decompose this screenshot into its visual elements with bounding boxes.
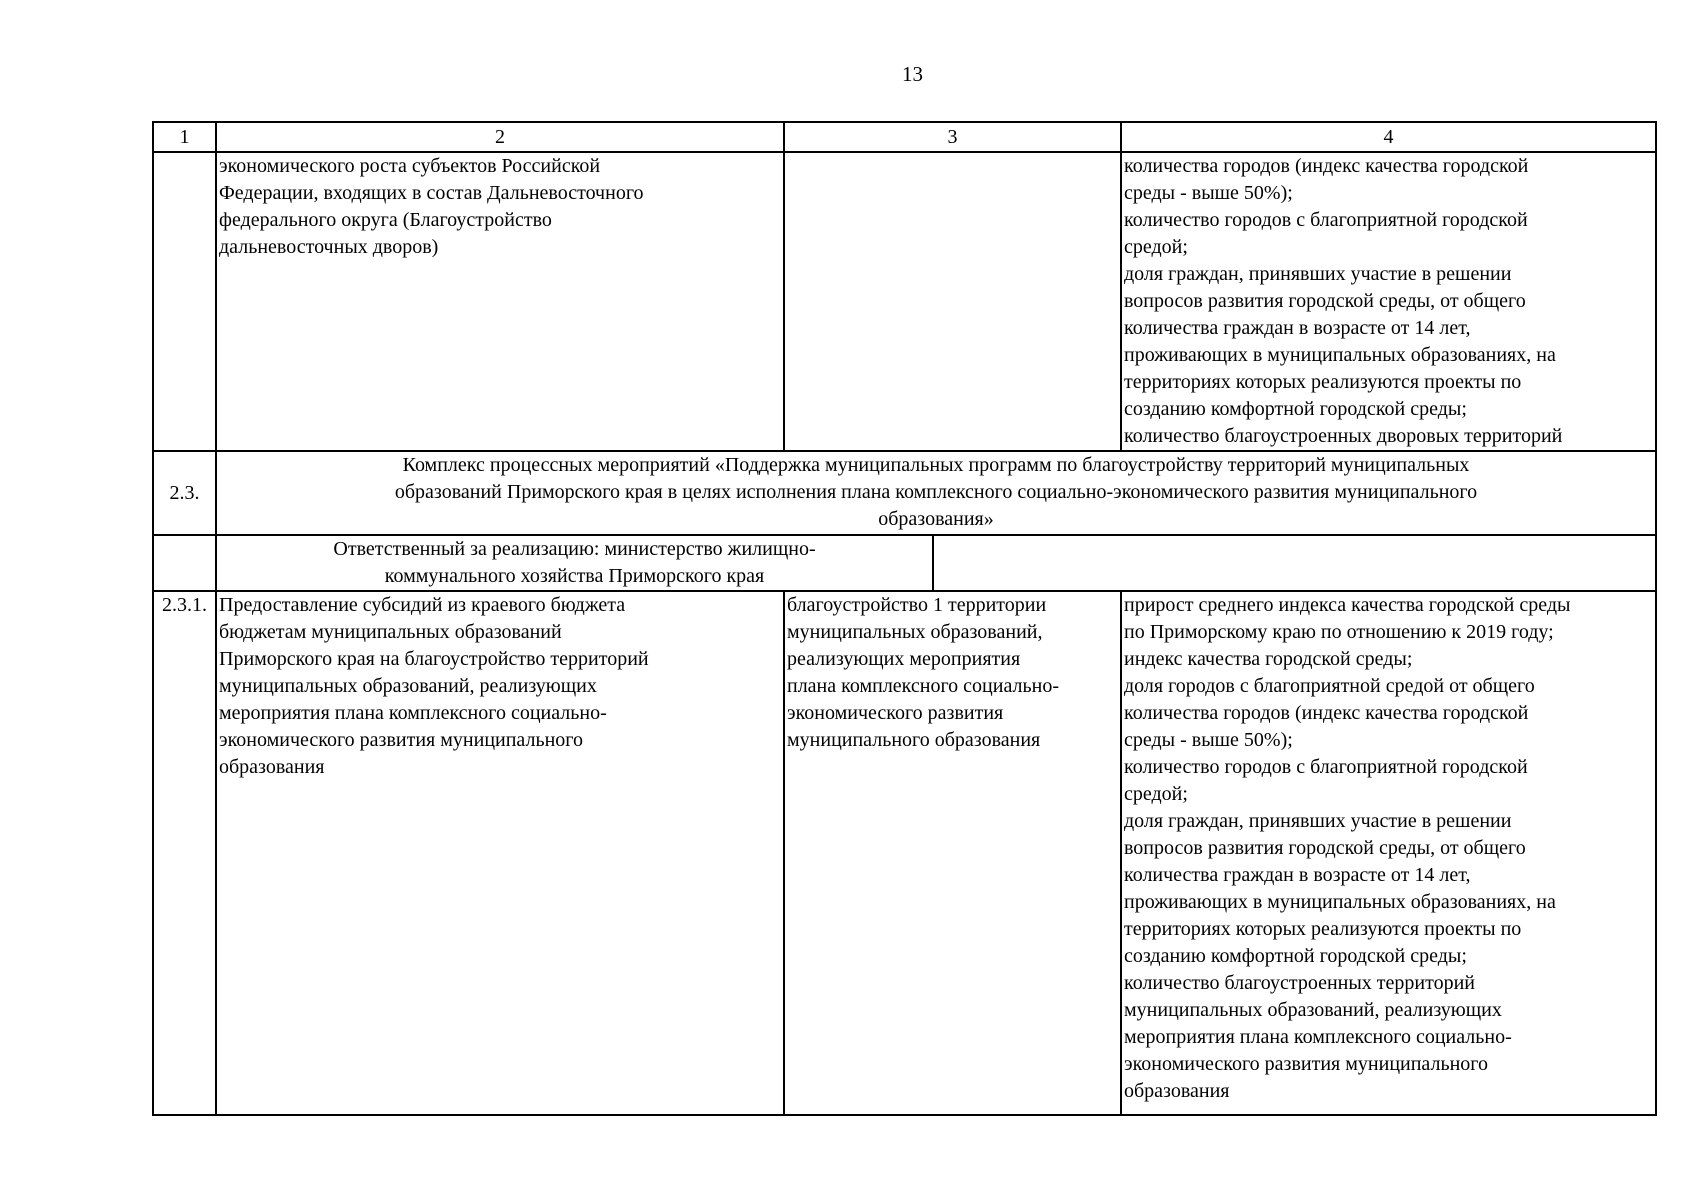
text-line: проживающих в муниципальных образованиях, на bbox=[1124, 891, 1556, 913]
page-number: 13 bbox=[902, 62, 923, 86]
text-line: благоустройство 1 территории bbox=[787, 594, 1047, 616]
item-result-cell bbox=[784, 591, 1121, 1115]
text-line: количество городов с благоприятной городской bbox=[1124, 756, 1528, 778]
text-line: экономического роста субъектов Российской bbox=[219, 155, 601, 177]
section-row bbox=[153, 451, 1656, 535]
text-line: количество городов с благоприятной городской bbox=[1124, 209, 1528, 231]
text-line: количество благоустроенных дворовых территорий bbox=[1124, 425, 1563, 447]
item-row bbox=[153, 591, 1656, 1115]
responsible-empty-cell bbox=[934, 536, 1655, 590]
text-line: количества граждан в возрасте от 14 лет, bbox=[1124, 317, 1471, 339]
text-line: территориях которых реализуются проекты по bbox=[1124, 371, 1522, 393]
text-line: федерального округа (Благоустройство bbox=[219, 209, 552, 231]
responsible-row bbox=[153, 535, 1656, 591]
text-line: созданию комфортной городской среды; bbox=[1124, 398, 1467, 420]
text-line: экономического развития муниципального bbox=[219, 729, 583, 751]
text-line: количество благоустроенных территорий bbox=[1124, 972, 1475, 994]
text-line: среды - выше 50%); bbox=[1124, 182, 1293, 204]
text-line: коммунального хозяйства Приморского края bbox=[384, 565, 765, 587]
text-line: Комплекс процессных мероприятий «Поддержка муниципальных программ по благоустройству территорий муниципальных bbox=[402, 454, 1470, 476]
text-line: Приморского края на благоустройство территорий bbox=[219, 648, 649, 670]
responsible-cell bbox=[216, 535, 1656, 591]
text-line: доля граждан, принявших участие в решении bbox=[1124, 263, 1512, 285]
text-line: вопросов развития городской среды, от общего bbox=[1124, 290, 1526, 312]
text-line: бюджетам муниципальных образований bbox=[219, 621, 562, 643]
text-line: созданию комфортной городской среды; bbox=[1124, 945, 1467, 967]
text-line: средой; bbox=[1124, 236, 1188, 258]
continuation-indicators-cell bbox=[1121, 152, 1656, 451]
responsible-text bbox=[217, 536, 934, 590]
text-line: плана комплексного социально- bbox=[787, 675, 1059, 697]
text-line: среды - выше 50%); bbox=[1124, 729, 1293, 751]
section-title bbox=[216, 451, 1656, 535]
section-number: 2.3. bbox=[153, 451, 216, 535]
text-line: муниципальных образований, реализующих bbox=[219, 675, 597, 697]
document-table bbox=[152, 121, 1657, 1116]
text-line: мероприятия плана комплексного социально- bbox=[219, 702, 607, 724]
text-line: проживающих в муниципальных образованиях, на bbox=[1124, 344, 1556, 366]
table-header-row bbox=[153, 122, 1656, 152]
text-line: доля граждан, принявших участие в решении bbox=[1124, 810, 1512, 832]
text-line: доля городов с благоприятной средой от общего bbox=[1124, 675, 1535, 697]
text-line: средой; bbox=[1124, 783, 1188, 805]
text-line: муниципальных образований, bbox=[787, 621, 1043, 643]
text-line: прирост среднего индекса качества городской среды bbox=[1124, 594, 1571, 616]
text-line: количества граждан в возрасте от 14 лет, bbox=[1124, 864, 1471, 886]
text-line: Ответственный за реализацию: министерство жилищно- bbox=[333, 538, 816, 560]
continuation-description-cell bbox=[216, 152, 784, 451]
item-number: 2.3.1. bbox=[153, 591, 216, 1115]
text-line: количества городов (индекс качества городской bbox=[1124, 702, 1529, 724]
text-line: индекс качества городской среды; bbox=[1124, 648, 1413, 670]
header-cell-4: 4 bbox=[1121, 122, 1656, 152]
item-indicators-cell bbox=[1121, 591, 1656, 1115]
text-line: образования» bbox=[878, 508, 994, 530]
text-line: экономического развития bbox=[787, 702, 1004, 724]
text-line: количества городов (индекс качества городской bbox=[1124, 155, 1529, 177]
text-line: образований Приморского края в целях исполнения плана комплексного социально-экономического развития муниципального bbox=[394, 481, 1478, 503]
text-line: Предоставление субсидий из краевого бюджета bbox=[219, 594, 626, 616]
text-line: Федерации, входящих в состав Дальневосточного bbox=[219, 182, 644, 204]
text-line: по Приморскому краю по отношению к 2019 году; bbox=[1124, 621, 1554, 643]
continuation-number-cell bbox=[153, 152, 216, 451]
text-line: экономического развития муниципального bbox=[1124, 1053, 1488, 1075]
item-description-cell bbox=[216, 591, 784, 1115]
text-line: муниципальных образований, реализующих bbox=[1124, 999, 1502, 1021]
header-cell-2: 2 bbox=[216, 122, 784, 152]
header-cell-3: 3 bbox=[784, 122, 1121, 152]
text-line: муниципального образования bbox=[787, 729, 1041, 751]
text-line: образования bbox=[1124, 1080, 1230, 1102]
continuation-result-cell bbox=[784, 152, 1121, 451]
text-line: вопросов развития городской среды, от общего bbox=[1124, 837, 1526, 859]
responsible-number-cell bbox=[153, 535, 216, 591]
text-line: реализующих мероприятия bbox=[787, 648, 1021, 670]
text-line: мероприятия плана комплексного социально- bbox=[1124, 1026, 1512, 1048]
text-line: территориях которых реализуются проекты по bbox=[1124, 918, 1522, 940]
continuation-row bbox=[153, 152, 1656, 451]
header-cell-1: 1 bbox=[153, 122, 216, 152]
text-line: образования bbox=[219, 756, 325, 778]
text-line: дальневосточных дворов) bbox=[219, 236, 439, 258]
